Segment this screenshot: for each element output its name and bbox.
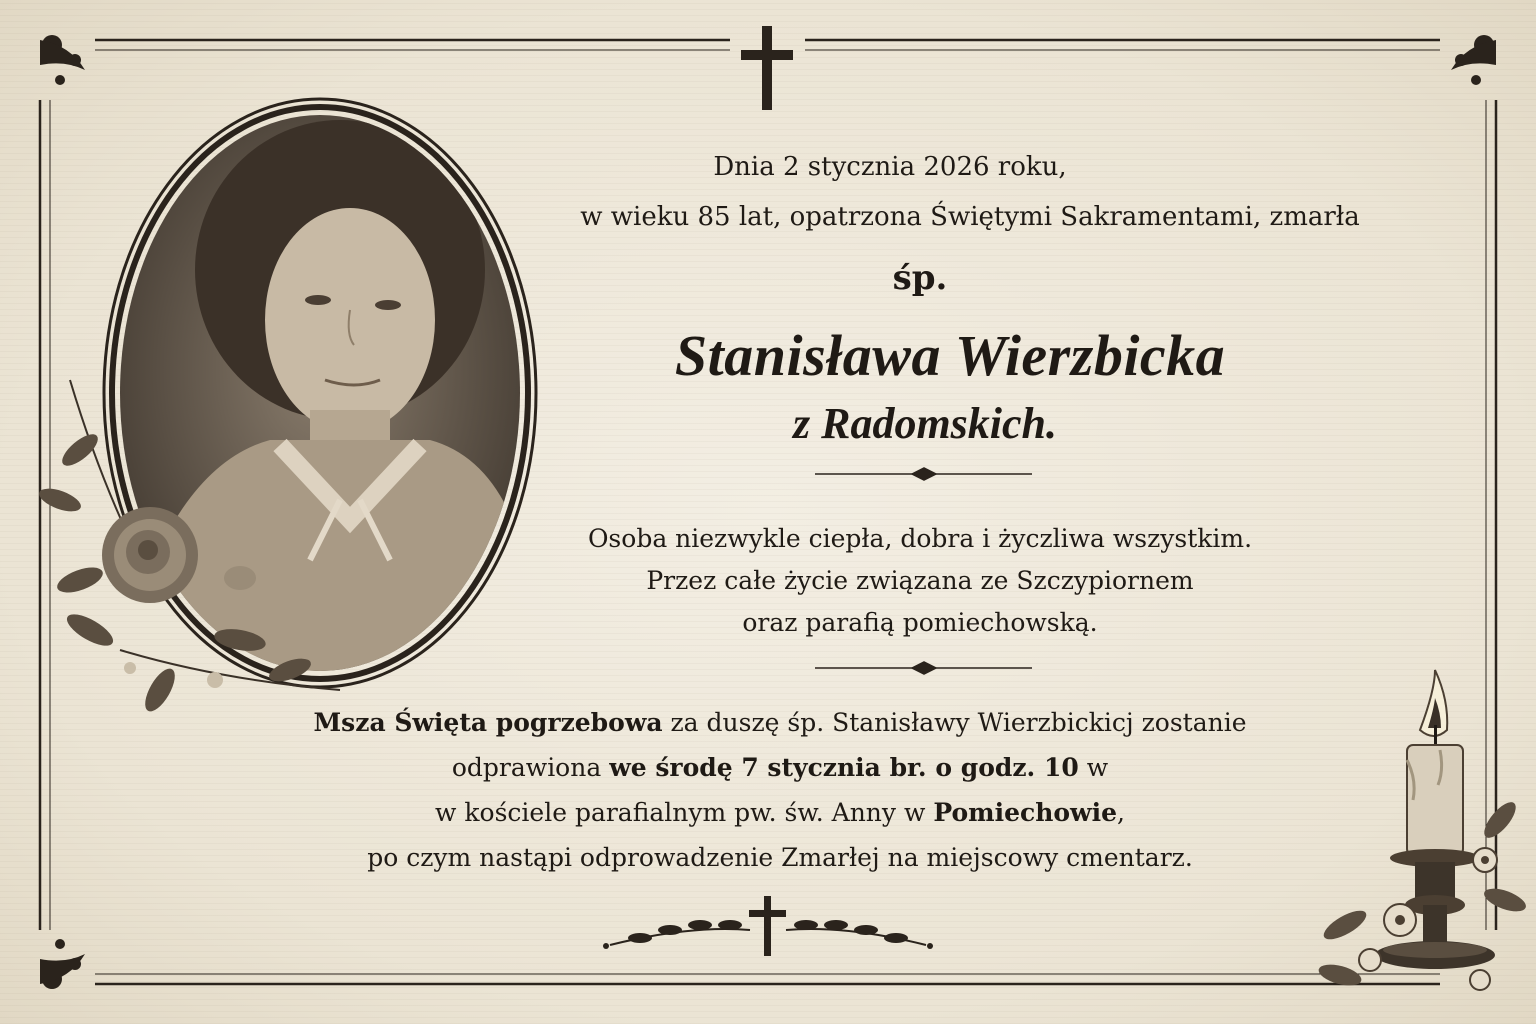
funeral-date: we środę 7 stycznia br. o godz. 10 xyxy=(609,753,1079,782)
funeral-place: Pomiechowie xyxy=(933,798,1117,827)
description-line: oraz parafią pomiechowską. xyxy=(742,608,1098,637)
description-line: Przez całe życie związana ze Szczypiornem xyxy=(646,566,1194,595)
description-line: Osoba niezwykle ciepła, dobra i życzliwa wszystkim. xyxy=(587,524,1253,553)
divider-ornament-icon xyxy=(815,468,1032,480)
bottom-cross-icon xyxy=(749,896,786,956)
honorific: śp. xyxy=(892,258,948,298)
funeral-text: w kościele parafialnym pw. św. Anny w xyxy=(435,798,934,827)
funeral-line-4: po czym nastąpi odprowadzenie Zmarłej na miejscowy cmentarz. xyxy=(367,843,1193,872)
funeral-line-3 xyxy=(250,790,1310,835)
funeral-text: , xyxy=(1116,798,1125,827)
divider-ornament-icon xyxy=(815,662,1032,674)
funeral-line-2 xyxy=(250,745,1310,790)
deceased-name: Stanisława Wierzbicka xyxy=(674,323,1226,388)
maiden-name: z Radomskich. xyxy=(792,399,1058,448)
funeral-text: w xyxy=(1078,753,1109,782)
date-line: Dnia 2 stycznia 2026 roku, xyxy=(713,152,1067,182)
funeral-line-1 xyxy=(250,700,1310,745)
top-cross-icon xyxy=(741,26,793,110)
mass-label: Msza Święta pogrzebowa xyxy=(313,708,663,737)
funeral-info xyxy=(250,700,1310,880)
description xyxy=(540,518,1300,644)
funeral-text: za duszę śp. Stanisławy Wierzbickicj zostanie xyxy=(662,708,1247,737)
funeral-text: odprawiona xyxy=(451,753,610,782)
age-line: w wieku 85 lat, opatrzona Świętymi Sakramentami, zmarła xyxy=(580,202,1360,232)
portrait-photo xyxy=(100,100,540,700)
